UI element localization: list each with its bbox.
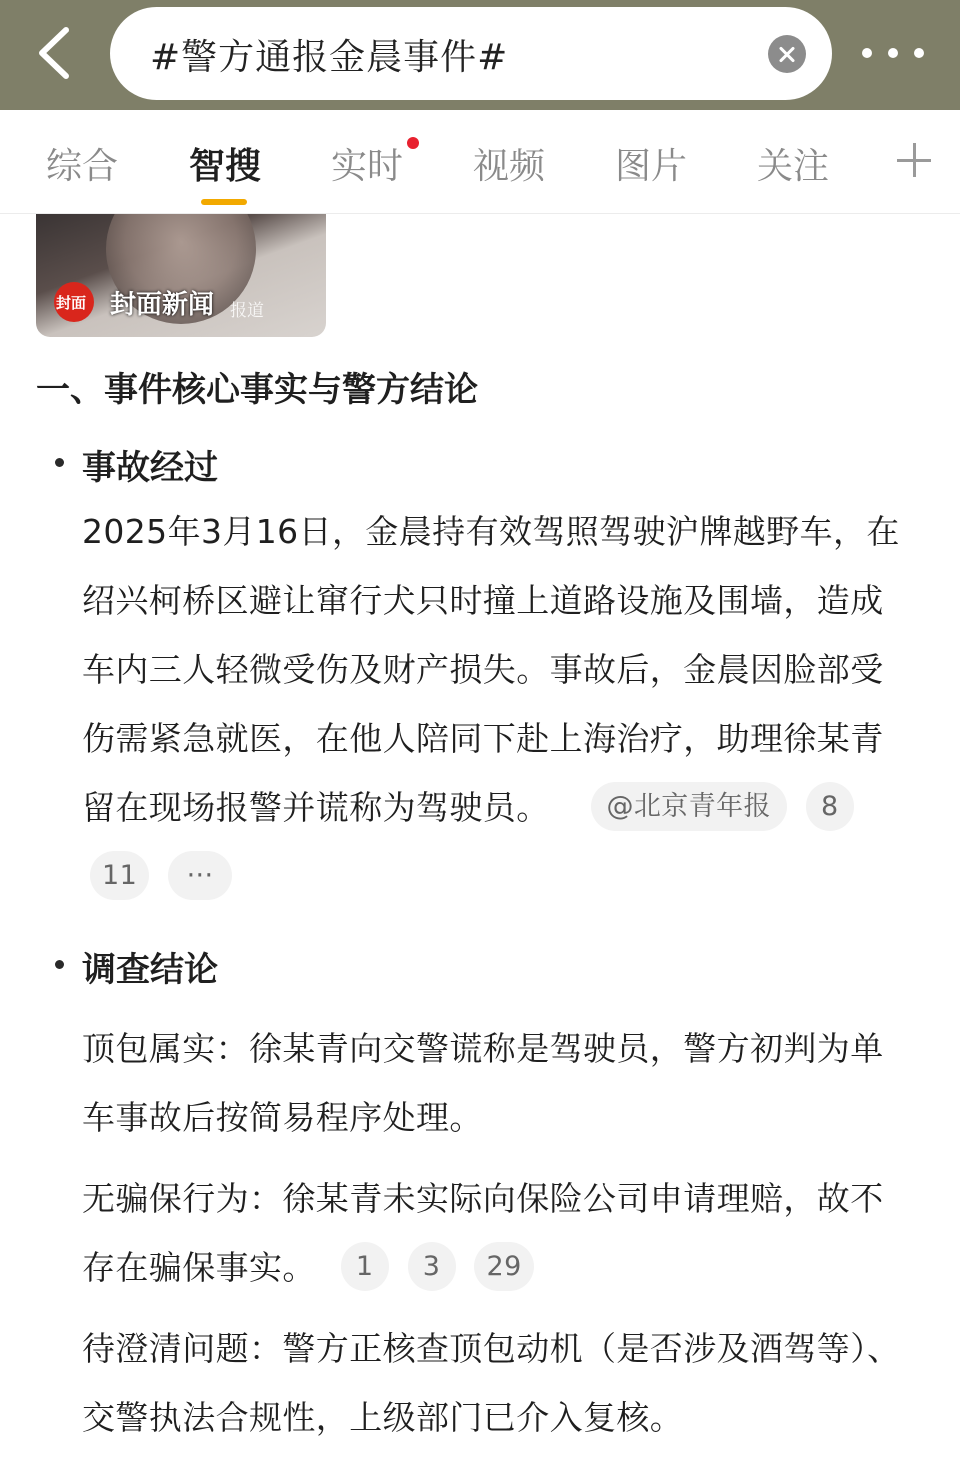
thumbnail-caption: 封面新闻 xyxy=(110,290,215,320)
reference-chip[interactable]: 8 xyxy=(806,782,854,831)
conclusion-item xyxy=(82,1314,912,1452)
conclusion-item-text: 徐某青向交警谎称是驾驶员，警方初判为单车事故后按简易程序处理。 xyxy=(82,1029,884,1137)
search-query-text: #警方通报金晨事件# xyxy=(150,37,509,78)
accident-text: 2025年3月16日，金晨持有效驾照驾驶沪牌越野车，在绍兴柯桥区避让窜行犬只时撞上道路设施及围墙，造成车内三人轻微受伤及财产损失。事故后，金晨因脸部受伤需紧急就医，在他人陪同下赴上海治疗，助理徐某青留在现场报警并谎称为驾驶员。 xyxy=(82,512,900,827)
thumbnail-sub-caption: 报道 xyxy=(230,301,264,321)
conclusion-item xyxy=(82,1164,912,1302)
reference-chip[interactable]: 3 xyxy=(408,1242,456,1291)
active-tab-indicator xyxy=(201,199,247,205)
accident-heading: 事故经过 xyxy=(82,448,218,488)
conclusion-item-text: 徐某青未实际向保险公司申请理赔，故不存在骗保事实。 xyxy=(82,1179,884,1287)
more-references-chip[interactable]: ··· xyxy=(168,851,232,900)
tab-comprehensive[interactable]: 综合 xyxy=(46,146,119,187)
back-arrow-icon[interactable] xyxy=(30,22,84,84)
notification-dot xyxy=(407,137,419,149)
clear-icon[interactable] xyxy=(768,35,806,73)
conclusion-item-label: 待澄清问题： xyxy=(82,1329,283,1368)
tab-following[interactable]: 关注 xyxy=(757,146,830,187)
reference-chip[interactable]: 1 xyxy=(341,1242,389,1291)
tab-video[interactable]: 视频 xyxy=(473,146,546,187)
add-tab-icon[interactable] xyxy=(897,143,931,177)
conclusion-item xyxy=(82,1014,912,1152)
conclusion-item-label: 顶包属实： xyxy=(82,1029,249,1068)
tab-images[interactable]: 图片 xyxy=(615,146,688,187)
search-input[interactable] xyxy=(110,7,832,100)
tab-realtime[interactable]: 实时 xyxy=(331,146,404,187)
tab-bar xyxy=(0,110,960,214)
bullet-icon xyxy=(55,960,64,969)
tab-smart-search[interactable]: 智搜 xyxy=(189,146,262,187)
more-options-icon[interactable] xyxy=(862,38,924,68)
conclusion-item-label: 无骗保行为： xyxy=(82,1179,283,1218)
top-bar xyxy=(0,0,960,110)
section-title: 一、事件核心事实与警方结论 xyxy=(36,370,478,410)
bullet-icon xyxy=(55,458,64,467)
video-thumbnail[interactable] xyxy=(36,214,326,337)
news-logo-text: 封面 xyxy=(56,294,87,312)
conclusion-item-text: 警方正核查顶包动机（是否涉及酒驾等）、交警执法合规性，上级部门已介入复核。 xyxy=(82,1329,901,1437)
source-chip[interactable]: @北京青年报 xyxy=(591,782,787,831)
accident-paragraph xyxy=(82,497,912,911)
reference-chip[interactable]: 11 xyxy=(90,851,149,900)
conclusion-heading: 调查结论 xyxy=(82,950,218,990)
reference-chip[interactable]: 29 xyxy=(474,1242,533,1291)
